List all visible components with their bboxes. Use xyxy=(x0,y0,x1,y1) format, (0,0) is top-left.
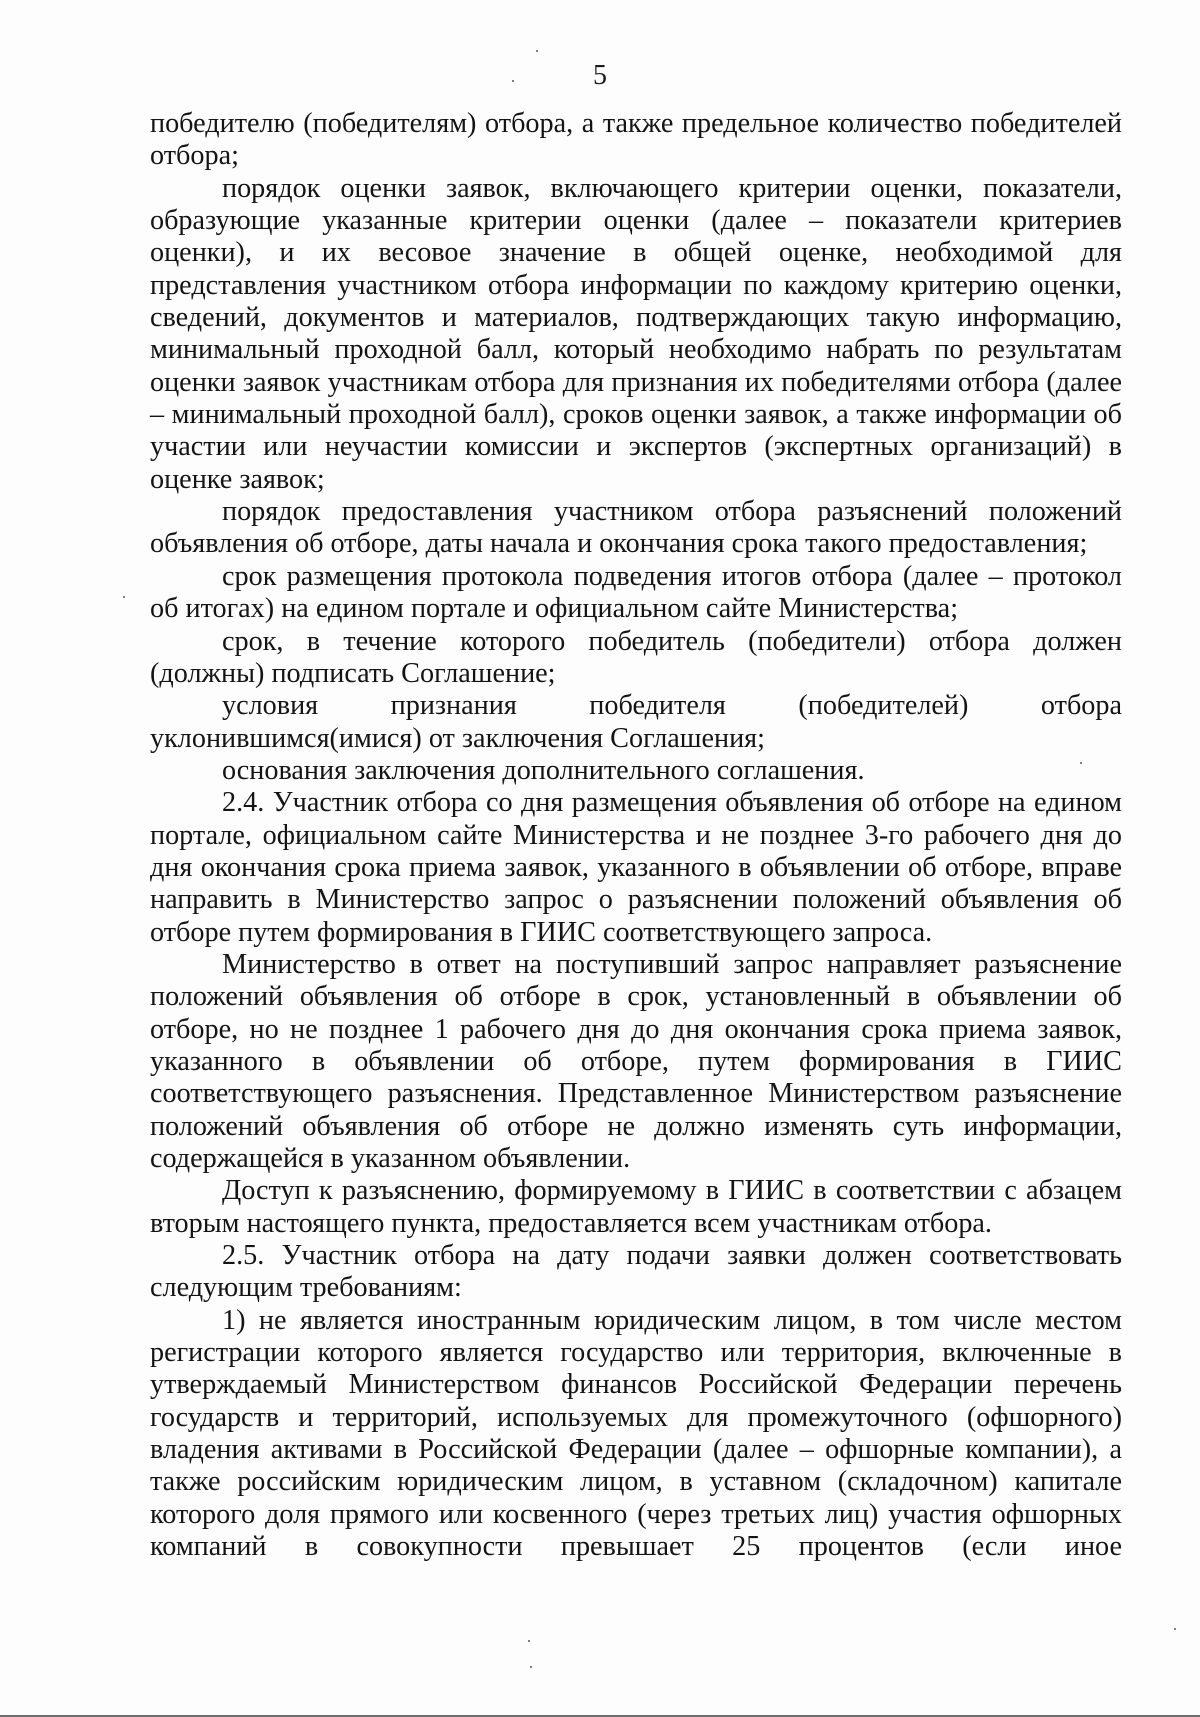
paragraph-evaluation-procedure: порядок оценки заявок, включающего критерии оценки, показатели, образующие указанные критерии оценки (далее – показатели критериев оценки), и их весовое значение в общей оценке, необходимой для представления участником отбора информации по каждому критерию оценки, сведений, документов и материалов, подтверждающих такую информацию, минимальный проходной балл, который необходимо набрать по результатам оценки заявок участникам отбора для признания их победителями отбора (далее – минимальный проходной балл), сроков оценки заявок, а также информации об участии или неучастии комиссии и экспертов (экспертных организаций) в оценке заявок; xyxy=(150,172,1122,495)
scan-speck xyxy=(123,596,125,598)
paragraph-evasion-conditions: условия признания победителя (победителей) отбора уклонившимся(имися) от заключения Соглашения; xyxy=(150,690,1122,754)
scan-speck xyxy=(1080,762,1082,764)
document-body xyxy=(150,108,1122,1563)
paragraph-requirement-1: 1) не является иностранным юридическим лицом, в том числе местом регистрации которого является государство или территория, включенные в утверждаемый Министерством финансов Российской Федерации перечень государств и территорий, используемых для промежуточного (офшорного) владения активами в Российской Федерации (далее – офшорные компании), а также российским юридическим лицом, в уставном (складочном) капитале которого доля прямого или косвенного (через третьих лиц) участия офшорных компаний в совокупности превышает 25 процентов (если иное xyxy=(150,1304,1122,1563)
paragraph-protocol-deadline: срок размещения протокола подведения итогов отбора (далее – протокол об итогах) на едином портале и официальном сайте Министерства; xyxy=(150,560,1122,625)
paragraph-access-to-clarification: Доступ к разъяснению, формируемому в ГИИС в соответствии с абзацем вторым настоящего пункта, предоставляется всем участникам отбора. xyxy=(150,1175,1122,1239)
scan-speck xyxy=(536,50,538,52)
paragraph-additional-agreement: основания заключения дополнительного соглашения. xyxy=(222,754,865,786)
paragraph-continuation: победителю (победителям) отбора, а также предельное количество победителей отбора; xyxy=(150,108,1122,172)
paragraph-clarification-procedure: порядок предоставления участником отбора разъяснений положений объявления об отборе, даты начала и окончания срока такого предоставления; xyxy=(150,496,1122,560)
paragraph-ministry-response: Министерство в ответ на поступивший запрос направляет разъяснение положений объявления об отборе в срок, установленный в объявлении об отборе, но не позднее 1 рабочего дня до дня окончания срока приема заявок, указанного в объявлении об отборе, путем формирования в ГИИС соответствующего разъяснения. Представленное Министерством разъяснение положений объявления об отборе не должно изменять суть информации, содержащейся в указанном объявлении. xyxy=(150,948,1122,1174)
paragraph-signing-deadline: срок, в течение которого победитель (победители) отбора должен (должны) подписать Соглашение; xyxy=(150,625,1122,689)
paragraph-2-4: 2.4. Участник отбора со дня размещения объявления об отборе на едином портале, официальном сайте Министерства и не позднее 3-го рабочего дня до дня окончания срока приема заявок, указанного в объявлении об отборе, вправе направить в Министерство запрос о разъяснении положений объявления об отборе путем формирования в ГИИС соответствующего запроса. xyxy=(150,787,1122,948)
scan-speck xyxy=(528,1640,530,1642)
scan-speck xyxy=(512,80,514,82)
paragraph-2-5: 2.5. Участник отбора на дату подачи заявки должен соответствовать следующим требованиям: xyxy=(150,1240,1122,1304)
scan-speck xyxy=(530,1666,532,1668)
page-number: 5 xyxy=(593,60,607,91)
scan-speck xyxy=(1174,1628,1176,1630)
